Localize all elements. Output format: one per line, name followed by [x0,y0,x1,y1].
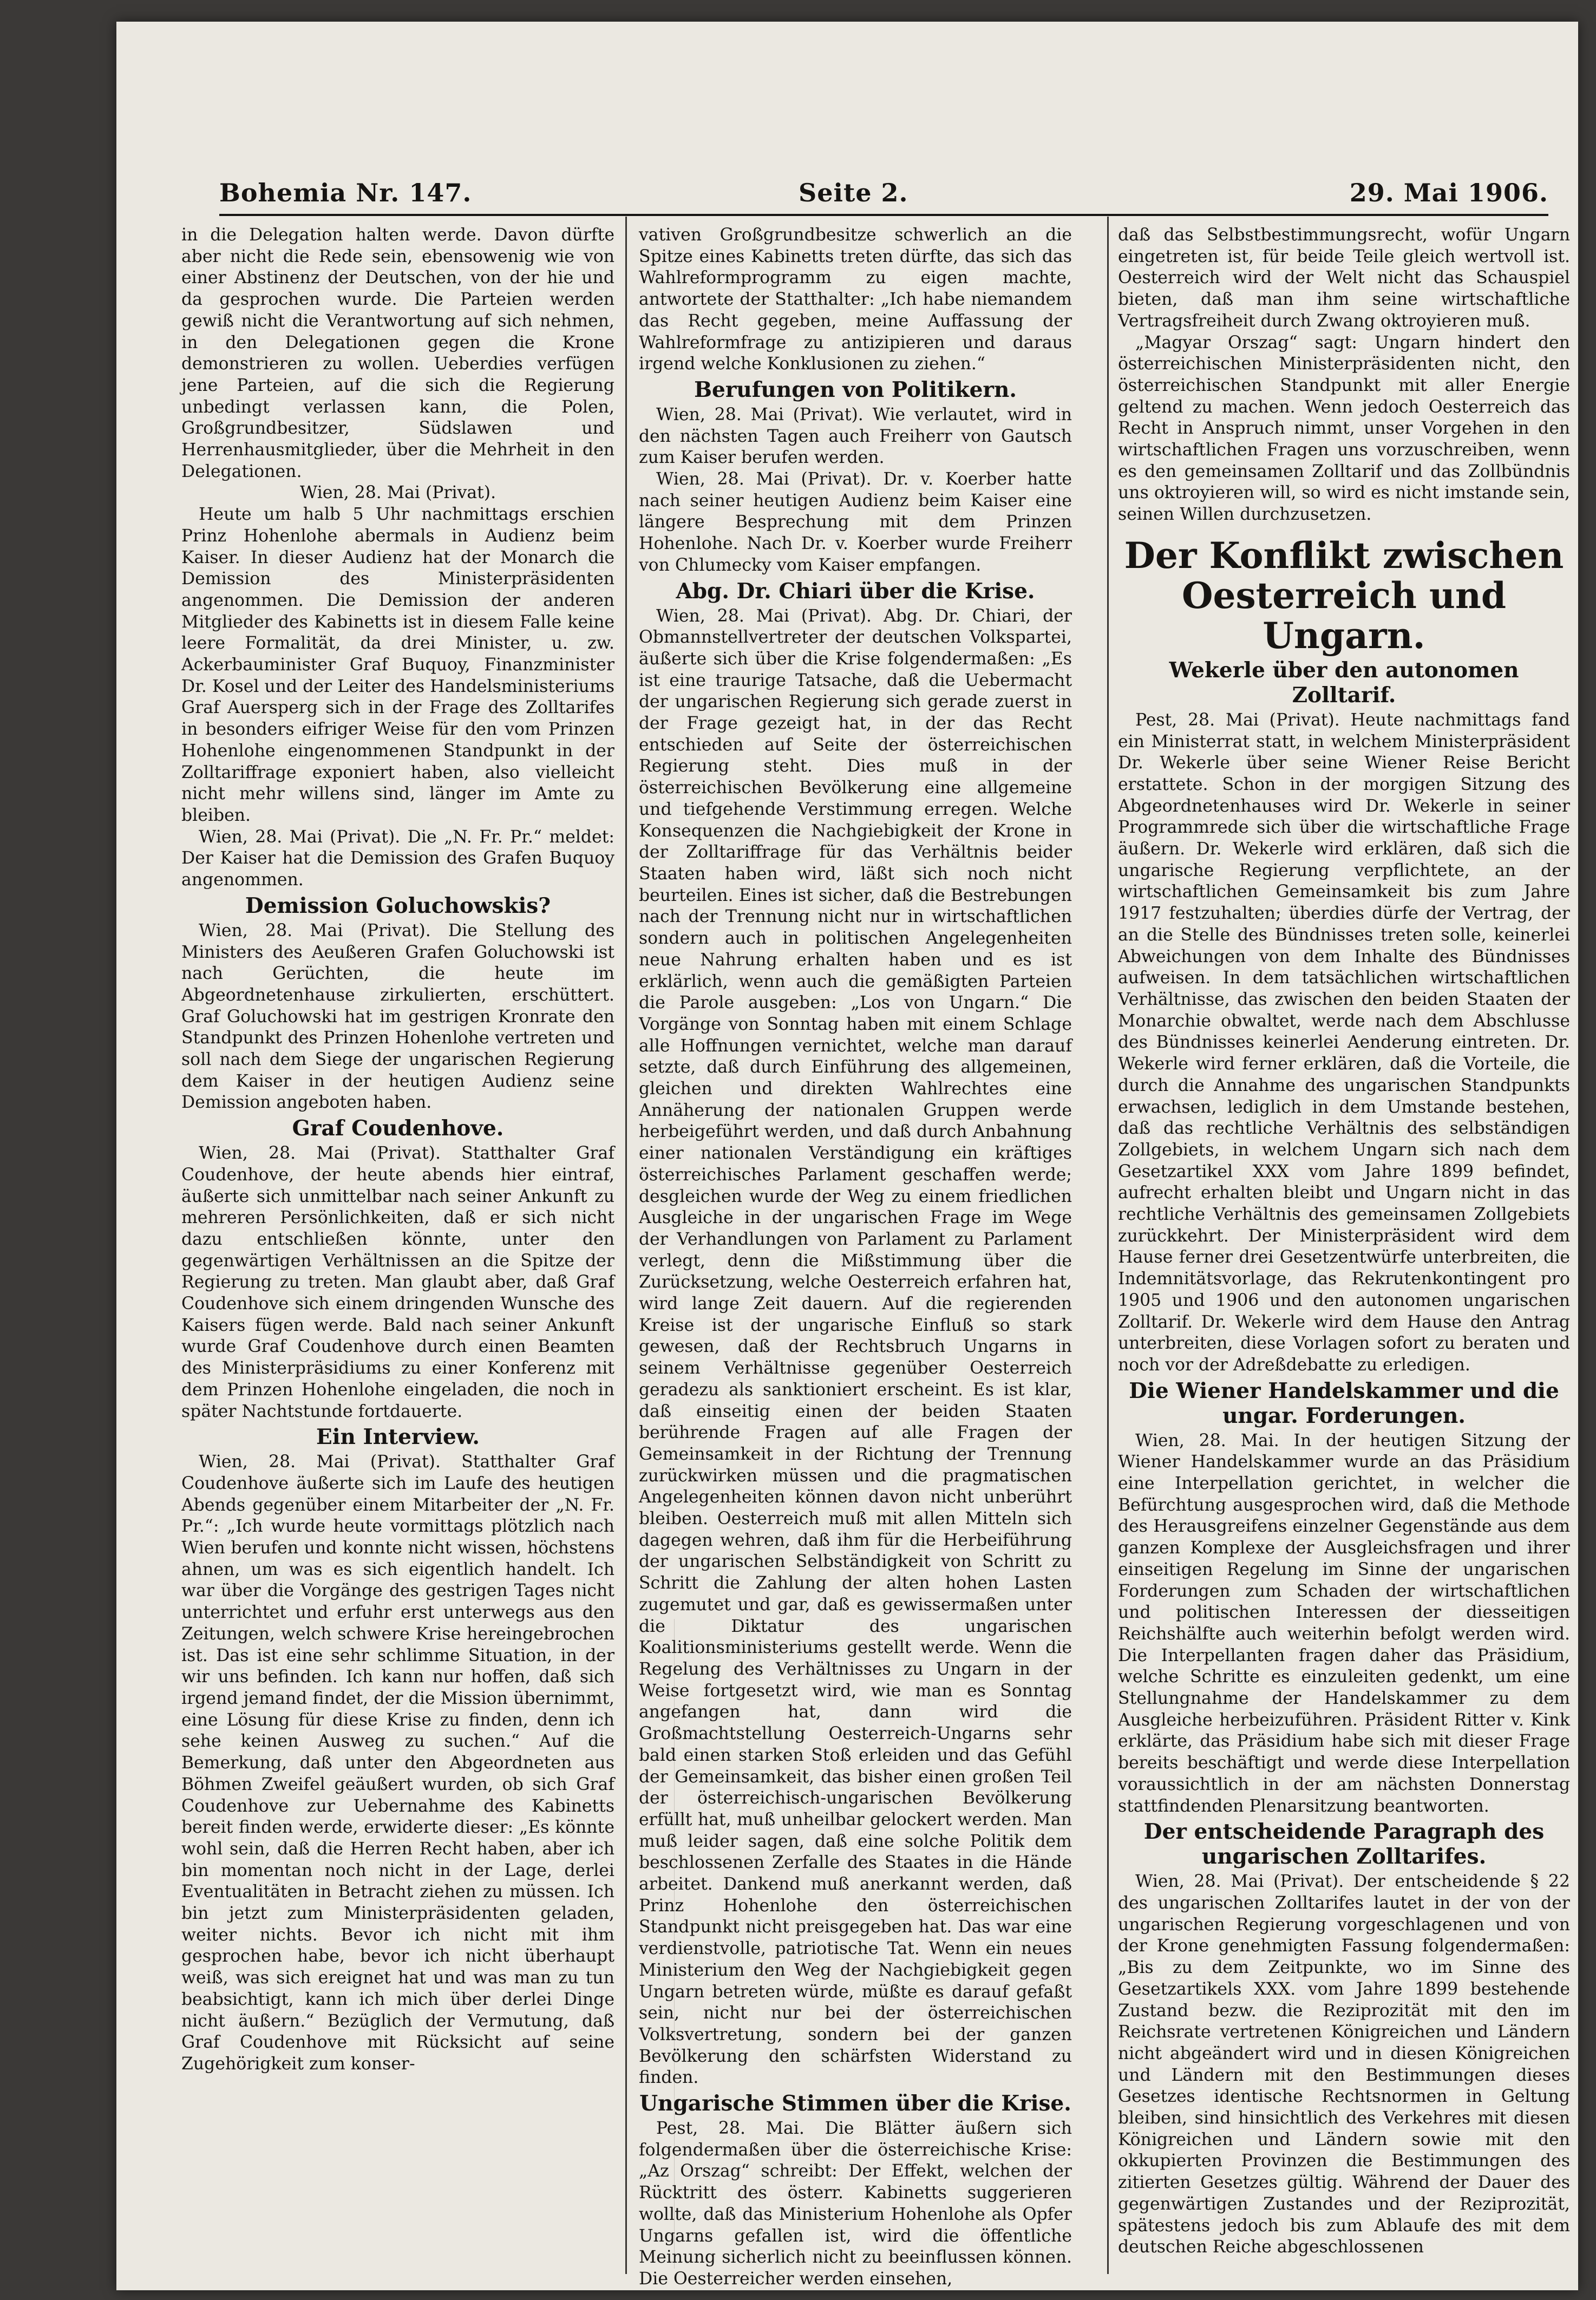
column-divider [625,217,627,2274]
column-2 [639,225,1072,2289]
column-1 [181,225,614,2274]
article-paragraph: Wien, 28. Mai (Privat). Wie verlautet, wird in den nächsten Tagen auch Freiherr von Gautsch zum Kaiser berufen werden. [639,404,1072,468]
article-paragraph: Wien, 28. Mai (Privat). Statthalter Graf Coudenhove äußerte sich im Laufe des heutigen Abends gegenüber einem Mitarbeiter der „N. Fr. Pr.“: „Ich wurde heute vormittags plötzlich nach Wien berufen und konnte nicht wissen, höchstens ahnen, um was es sich eigentlich handelt. Ich war über die Vorgänge des gestrigen Tages nicht unterrichtet und erfuhr erst unterwegs aus den Zeitungen, welch schwere Krise hereingebrochen ist. Das ist eine sehr schlimme Situation, in der wir uns befinden. Ich kann nur hoffen, daß sich irgend jemand findet, der die Mission übernimmt, eine Lösung für diese Krise zu finden, denn ich sehe keinen Ausweg zu suchen.“ Auf die Bemerkung, daß unter den Abgeordneten aus Böhmen Zweifel geäußert wurden, ob sich Graf Coudenhove zur Uebernahme des Kabinetts bereit finden werde, erwiderte dieser: „Es könnte wohl sein, daß die Herren Recht haben, aber ich bin momentan noch nicht in der Lage, derlei Eventualitäten in Betracht ziehen zu müssen. Ich bin jetzt zum Ministerpräsidenten geladen, weiter nichts. Bevor ich nicht mit ihm gesprochen habe, bevor ich nicht überhaupt weiß, was sich ereignet hat und was man zu tun beabsichtigt, kann ich mich über derlei Dinge nicht äußern.“ Bezüglich der Vermutung, daß Graf Coudenhove mit Rücksicht auf seine Zugehörigkeit zum konser- [181,1452,614,2074]
article-paragraph: Wien, 28. Mai. In der heutigen Sitzung der Wiener Handelskammer wurde an das Präsidium eine Interpellation gerichtet, in welcher die Befürchtung ausgesprochen wird, daß die Methode des Herausgreifens einzelner Gegenstände aus dem ganzen Komplexe der Ausgleichsfragen und ihrer einseitigen Regelung im Sinne der ungarischen Forderungen zum Schaden der wirtschaftlichen und politischen Interessen der diesseitigen Reichshälfte auch weiterhin befolgt werden wird. Die Interpellanten fragen daher das Präsidium, welche Schritte es einzuleiten gedenkt, um eine Stellungnahme der Handelskammer zu dem Ausgleiche herbeizuführen. Präsident Ritter v. Kink erklärte, das Präsidium habe sich mit dieser Frage bereits beschäftigt und werde diese Interpellation voraussichtlich in der am nächsten Donnerstag stattfindenden Plenarsitzung beantworten. [1118,1430,1570,1816]
paper-crease [674,1619,675,2269]
article-paragraph: Wien, 28. Mai (Privat). Die „N. Fr. Pr.“ meldet: Der Kaiser hat die Demission des Grafen Buquoy angenommen. [181,827,614,890]
article-paragraph: daß das Selbstbestimmungsrecht, wofür Ungarn eingetreten ist, für beide Teile gleich wertvoll ist. Oesterreich wird der Welt nicht das Schauspiel bieten, daß man ihm seine wirtschaftliche Vertragsfreiheit durch Zwang oktroyieren muß. [1118,225,1570,331]
article-paragraph: Pest, 28. Mai (Privat). Heute nachmittags fand ein Ministerrat statt, in welchem Ministerpräsident Dr. Wekerle über seine Wiener Reise Bericht erstattete. Schon in der morgigen Sitzung des Abgeordnetenhauses wird Dr. Wekerle in seiner Programmrede sich über die wirtschaftliche Frage äußern. Dr. Wekerle wird erklären, daß sich die ungarische Regierung verpflichtete, an der wirtschaftlichen Gemeinsamkeit bis zum Jahre 1917 festzuhalten; überdies dürfe der Vertrag, der an die Stelle des Bündnisses treten solle, keinerlei Abweichungen von dem Inhalte des Bündnisses aufweisen. In dem tatsächlichen wirtschaftlichen Verhältnisse, das zwischen den beiden Staaten der Monarchie obwaltet, werde nach dem Abschlusse des Bündnisses keinerlei Aenderung eintreten. Dr. Wekerle wird ferner erklären, daß die Vorteile, die durch die Annahme des ungarischen Standpunkts erwachsen, lediglich in dem Umstande bestehen, daß das rechtliche Verhältnis des selbständigen Zollgebiets, in welchem Ungarn sich nach dem Gesetzartikel XXX vom Jahre 1899 befindet, aufrecht erhalten bleibt und Ungarn nicht in das rechtliche Verhältnis des gemeinsamen Zollgebiets zurückkehrt. Der Ministerpräsident wird dem Hause ferner drei Gesetzentwürfe unterbreiten, die Indemnitätsvorlage, das Rekrutenkontingent pro 1905 und 1906 und den autonomen ungarischen Zolltarif. Dr. Wekerle wird dem Hause den Antrag unterbreiten, diese Vorlagen sofort zu beraten und noch vor der Adreßdebatte zu erledigen. [1118,710,1570,1375]
article-heading: Die Wiener Handelskammer und die ungar. Forderungen. [1129,1378,1559,1428]
column-3 [1118,225,1570,2274]
newspaper-page [116,22,1578,2290]
main-headline: Der Konflikt zwischen Oesterreich und Ungarn. [1124,534,1564,657]
article-paragraph: Wien, 28. Mai (Privat). Statthalter Graf Coudenhove, der heute abends hier eintraf, äußerte sich unmittelbar nach seiner Ankunft zu mehreren Persönlichkeiten, daß er sich nicht dazu entschließen könnte, unter den gegenwärtigen Verhältnissen an die Spitze der Regierung zu treten. Man glaubt aber, daß Graf Coudenhove sich einem dringenden Wunsche des Kaisers fügen werde. Bald nach seiner Ankunft wurde Graf Coudenhove durch einen Beamten des Ministerpräsidiums zu einer Konferenz mit dem Prinzen Hohenlohe eingeladen, die noch in später Nachtstunde fortdauerte. [181,1144,614,1421]
article-paragraph: Wien, 28. Mai (Privat). Die Stellung des Ministers des Aeußeren Grafen Goluchowski ist nach Gerüchten, die heute im Abgeordnetenhause zirkulierten, erschüttert. Graf Goluchowski hat im gestrigen Kronrate den Standpunkt des Prinzen Hohenlohe vertreten und soll nach dem Siege der ungarischen Regierung dem Kaiser in der heutigen Audienz seine Demission angeboten haben. [181,920,614,1113]
article-heading: Ein Interview. [316,1425,480,1450]
article-paragraph: vativen Großgrundbesitze schwerlich an die Spitze eines Kabinetts treten dürfte, das sich das Wahlreformprogramm zu eigen machte, antwortete der Statthalter: „Ich habe niemandem das Recht gegeben, meine Auffassung der Wahlreformfrage zu antizipieren und daraus irgend welche Konklusionen zu ziehen.“ [639,225,1072,374]
article-heading: Graf Coudenhove. [292,1116,504,1141]
article-paragraph: Pest, 28. Mai. Die Blätter äußern sich folgendermaßen über die österreichische Krise: „Az Orszag“ schreibt: Der Effekt, welchen der Rücktritt des österr. Kabinetts suggerieren wollte, daß das Ministerium Hohenlohe als Opfer Ungarns gefallen ist, wird die öffentliche Meinung sicherlich nicht zu beeinflussen können. Die Oesterreicher werden einsehen, [639,2119,1072,2289]
article-heading: Demission Goluchowskis? [245,893,551,918]
column-divider [1107,217,1109,2274]
article-paragraph: „Magyar Orszag“ sagt: Ungarn hindert den österreichischen Ministerpräsidenten nicht, den österreichischen Standpunkt mit aller Energie geltend zu machen. Wenn jedoch Oesterreich das Recht in Anspruch nimmt, unser Vorgehen in den wirtschaftlichen Fragen uns vorzuschreiben, wenn es den gemeinsamen Zolltarif und das Zollbündnis uns oktroyieren will, so wird es nicht imstande sein, seinen Willen durchzusetzen. [1118,332,1570,525]
article-heading: Ungarische Stimmen über die Krise. [639,2091,1071,2116]
article-heading: Berufungen von Politikern. [694,377,1017,402]
dateline: Wien, 28. Mai (Privat). [299,483,496,503]
article-heading: Abg. Dr. Chiari über die Krise. [676,578,1035,604]
article-paragraph: in die Delegation halten werde. Davon dürfte aber nicht die Rede sein, ebensowenig wie von einer Abstinenz der Deutschen, von der hie und da gesprochen wurde. Die Parteien werden gewiß nicht die Verantwortung auf sich nehmen, in den Delegationen gegen die Krone demonstrieren zu wollen. Ueberdies verfügen jene Parteien, auf die sich die Regierung unbedingt verlassen kann, die Polen, Großgrundbesitzer, Südslawen und Herrenhausmitglieder, über die Mehrheit in den Delegationen. [181,225,614,481]
article-paragraph: Wien, 28. Mai (Privat). Der entscheidende § 22 des ungarischen Zolltarifes lautet in der von der ungarischen Regierung vorgeschlagenen und von der Krone genehmigten Fassung folgendermaßen: „Bis zu dem Zeitpunkte, wo im Sinne des Gesetzartikels XXX. vom Jahre 1899 bestehende Zustand bezw. die Reziprozität mit den im Reichsrate vertretenen Königreichen und Ländern nicht abgeändert wird und in diesen Königreichen und Ländern mit den Bestimmungen dieses Gesetzes identische Rechtsnormen in Geltung bleiben, sind hinsichtlich des Verkehres mit diesen Königreichen und Ländern sowie mit den okkupierten Provinzen die Bestimmungen des zitierten Gesetzes gültig. Während der Dauer des gegenwärtigen Zustandes und der Reziprozität, spätestens jedoch bis zum Ablaufe des mit dem deutschen Reiche abgeschlossenen [1118,1872,1570,2257]
article-paragraph: Wien, 28. Mai (Privat). Abg. Dr. Chiari, der Obmannstellvertreter der deutschen Volkspartei, äußerte sich über die Krise folgendermaßen: „Es ist eine traurige Tatsache, daß die Uebermacht der ungarischen Regierung sich gerade zuerst in der Frage gezeigt hat, in der das Recht entschieden auf Seite der österreichischen Regierung steht. Dies muß in der österreichischen Bevölkerung eine allgemeine und tiefgehende Verstimmung erregen. Welche Konsequenzen die Nachgiebigkeit der Krone in der Zolltariffrage für das Verhältnis beider Staaten haben wird, läßt sich noch nicht beurteilen. Eines ist sicher, daß die Bestrebungen nach der Trennung nicht nur in wirtschaftlichen sondern auch in politischen Angelegenheiten neue Nahrung erhalten haben und es ist erklärlich, wenn auch die gemäßigten Parteien die Parole ausgeben: „Los von Ungarn.“ Die Vorgänge von Sonntag haben mit einem Schlage alle Hoffnungen vernichtet, welche man darauf setzte, daß durch Einführung des allgemeinen, gleichen und direkten Wahlrechtes eine Annäherung der nationalen Gruppen werde herbeigeführt werden, und daß durch Anbahnung einer nationalen Verständigung ein kräftiges österreichisches Parlament geschaffen werde; desgleichen wurde der Weg zu einem friedlichen Ausgleiche in der ungarischen Frage im Wege der Verhandlungen von Parlament zu Parlament verlegt, denn die Mißstimmung über die Zurücksetzung, welche Oesterreich erfahren hat, wird lange Zeit dauern. Auf die regierenden Kreise ist der ungarische Einfluß so stark gewesen, daß der Rechtsbruch Ungarns in seinem Verhältnisse gegenüber Oesterreich geradezu als sanktioniert erscheint. Es ist klar, daß einseitig einen der beiden Staaten berührende Fragen auf alle Fragen der Gemeinsamkeit in der Richtung der Trennung zurückwirken müssen und die pragmatischen Angelegenheiten können davon nicht unberührt bleiben. Oesterreich muß mit allen Mitteln sich dagegen wehren, daß ihm für die Herbeiführung der ungarischen Selbständigkeit von Schritt zu Schritt die Zahlung der alten hohen Lasten zugemutet und gar, daß es gewissermaßen unter die Diktatur des ungarischen Koalitionsministeriums gestellt werde. Wenn die Regelung des Verhältnisses zu Ungarn in der Weise fortgesetzt wird, wie man es Sonntag angefangen hat, dann wird die Großmachtstellung Oesterreich-Ungarns sehr bald einen starken Stoß erleiden und das Gefühl der Gemeinsamkeit, das bisher einen großen Teil der österreichisch-ungarischen Bevölkerung erfüllt hat, muß unheilbar gelockert werden. Man muß leider sagen, daß eine solche Politik dem beschlossenen Zerfalle des Staates in die Hände arbeitet. Dankend muß anerkannt werden, daß Prinz Hohenlohe den österreichischen Standpunkt nicht preisgegeben hat. Das war eine verdienstvolle, patriotische Tat. Wenn ein neues Ministerium den Weg der Nachgiebigkeit gegen Ungarn betreten würde, müßte es darauf gefaßt sein, nicht nur bei der österreichischen Volksvertretung, sondern bei der ganzen Bevölkerung den schärfsten Widerstand zu finden. [639,606,1072,2088]
article-paragraph: Wien, 28. Mai (Privat). Dr. v. Koerber hatte nach seiner heutigen Audienz beim Kaiser eine längere Besprechung mit dem Prinzen Hohenlohe. Nach Dr. v. Koerber wurde Freiherr von Chlumecky vom Kaiser empfangen. [639,469,1072,575]
header-rule [219,214,1548,216]
article-subheading: Wekerle über den autonomen Zolltarif. [1169,657,1519,708]
article-heading: Der entscheidende Paragraph des ungarischen Zolltarifes. [1143,1819,1545,1870]
issue-date: 29. Mai 1906. [1349,178,1548,207]
article-paragraph: Heute um halb 5 Uhr nachmittags erschien Prinz Hohenlohe abermals in Audienz beim Kaiser. In dieser Audienz hat der Monarch die Demission des Ministerpräsidenten angenommen. Die Demission der anderen Mitglieder des Kabinetts ist in diesem Falle keine leere Formalität, da drei Minister, u. zw. Ackerbauminister Graf Buquoy, Finanzminister Dr. Kosel und der Leiter des Handelsministeriums Graf Auersperg sich in der Frage des Zolltarifes in besonders eifriger Weise für den vom Prinzen Hohenlohe eingenommenen Standpunkt in der Zolltariffrage exponiert haben, also vielleicht nicht mehr willens sind, länger im Amte zu bleiben. [181,505,614,825]
masthead-issue: Bohemia Nr. 147. [219,178,472,207]
page-number: Seite 2. [799,178,908,207]
